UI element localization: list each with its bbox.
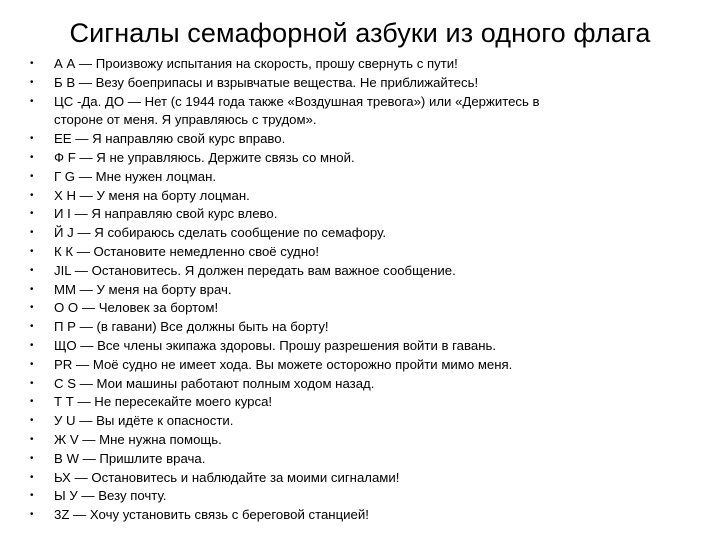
list-item [24, 318, 694, 337]
list-item [24, 375, 694, 394]
list-item [24, 55, 694, 74]
list-item-text: Й J — Я собираюсь сделать сообщение по семафору. [54, 225, 387, 241]
list-item-text: К К — Остановите немедленно своё судно! [54, 243, 320, 259]
bullet-icon: • [30, 95, 34, 107]
list-item [24, 262, 694, 281]
list-item [24, 205, 694, 224]
bullet-icon: • [30, 509, 34, 521]
list-item [24, 356, 694, 375]
bullet-icon: • [30, 452, 34, 464]
bullet-icon: • [30, 76, 34, 88]
list-item [24, 224, 694, 243]
bullet-icon: • [30, 151, 34, 163]
bullet-icon: • [30, 321, 34, 333]
bullet-icon: • [30, 283, 34, 295]
slide-title: Сигналы семафорной азбуки из одного флага [69, 18, 651, 48]
bullet-icon: • [30, 208, 34, 220]
list-item-text: О О — Человек за бортом! [54, 300, 219, 316]
list-item-text: Б В — Везу боеприпасы и взрывчатые вещества. Не приближайтесь! [54, 74, 479, 90]
list-item [24, 487, 694, 506]
list-item-text: ЦС -Да. ДО — Нет (с 1944 года также «Воздушная тревога») или «Держитесь в стороне от меня. Я управляюсь с трудом». [54, 93, 540, 128]
list-item-text: ЩО — Все члены экипажа здоровы. Прошу разрешения войти в гавань. [54, 337, 497, 353]
list-item-text: У U — Вы идёте к опасности. [54, 413, 234, 429]
bullet-icon: • [30, 227, 34, 239]
list-item [24, 469, 694, 488]
list-item-text: 3Z — Хочу установить связь с береговой станцией! [54, 507, 369, 523]
bullet-icon: • [30, 302, 34, 314]
list-item-text: П Р — (в гавани) Все должны быть на борту! [54, 319, 329, 335]
bullet-icon: • [30, 471, 34, 483]
list-item-text: В W — Пришлите врача. [54, 450, 206, 466]
bullet-icon: • [30, 415, 34, 427]
list-item [24, 149, 694, 168]
bullet-icon: • [30, 133, 34, 145]
list-item [24, 243, 694, 262]
list-item-text: Т Т — Не пересекайте моего курса! [54, 394, 273, 410]
list-item [24, 187, 694, 206]
bullet-icon: • [30, 245, 34, 257]
list-item [24, 450, 694, 469]
bullet-icon: • [30, 377, 34, 389]
list-item-text: И I — Я направляю свой курс влево. [54, 206, 278, 222]
bullet-icon: • [30, 396, 34, 408]
bullet-icon: • [30, 189, 34, 201]
list-item [24, 393, 694, 412]
list-item-text: JIL — Остановитесь. Я должен передать вам важное сообщение. [54, 262, 456, 278]
bullet-icon: • [30, 433, 34, 445]
list-item-text: Ф F — Я не управляюсь. Держите связь со мной. [54, 149, 355, 165]
list-item [24, 412, 694, 431]
list-item-text: ММ — У меня на борту врач. [54, 281, 232, 297]
list-item [24, 93, 694, 131]
bullet-icon: • [30, 170, 34, 182]
bullet-icon: • [30, 58, 34, 69]
list-item [24, 337, 694, 356]
list-item-text: Г G — Мне нужен лоцман. [54, 168, 217, 184]
bullet-icon: • [30, 358, 34, 370]
list-item [24, 506, 694, 525]
bullet-icon: • [30, 490, 34, 502]
list-item-text: Х Н — У меня на борту лоцман. [54, 187, 250, 203]
list-item-text: PR — Моё судно не имеет хода. Вы можете осторожно пройти мимо меня. [54, 356, 513, 372]
bullet-icon: • [30, 339, 34, 351]
list-item-text: Ы У — Везу почту. [54, 488, 167, 504]
list-item [24, 281, 694, 300]
list-item-text: А А — Произвожу испытания на скорость, прошу свернуть с пути! [54, 56, 458, 71]
signal-list [24, 55, 694, 525]
list-item [24, 431, 694, 450]
list-item [24, 74, 694, 93]
list-item [24, 299, 694, 318]
list-item-text: Ж V — Мне нужна помощь. [54, 431, 222, 447]
list-item [24, 130, 694, 149]
list-item [24, 168, 694, 187]
list-item-text: C S — Мои машины работают полным ходом назад. [54, 375, 375, 391]
bullet-icon: • [30, 264, 34, 276]
list-item-text: ЕЕ — Я направляю свой курс вправо. [54, 131, 286, 147]
list-item-text: ЬХ — Остановитесь и наблюдайте за моими сигналами! [54, 469, 400, 485]
